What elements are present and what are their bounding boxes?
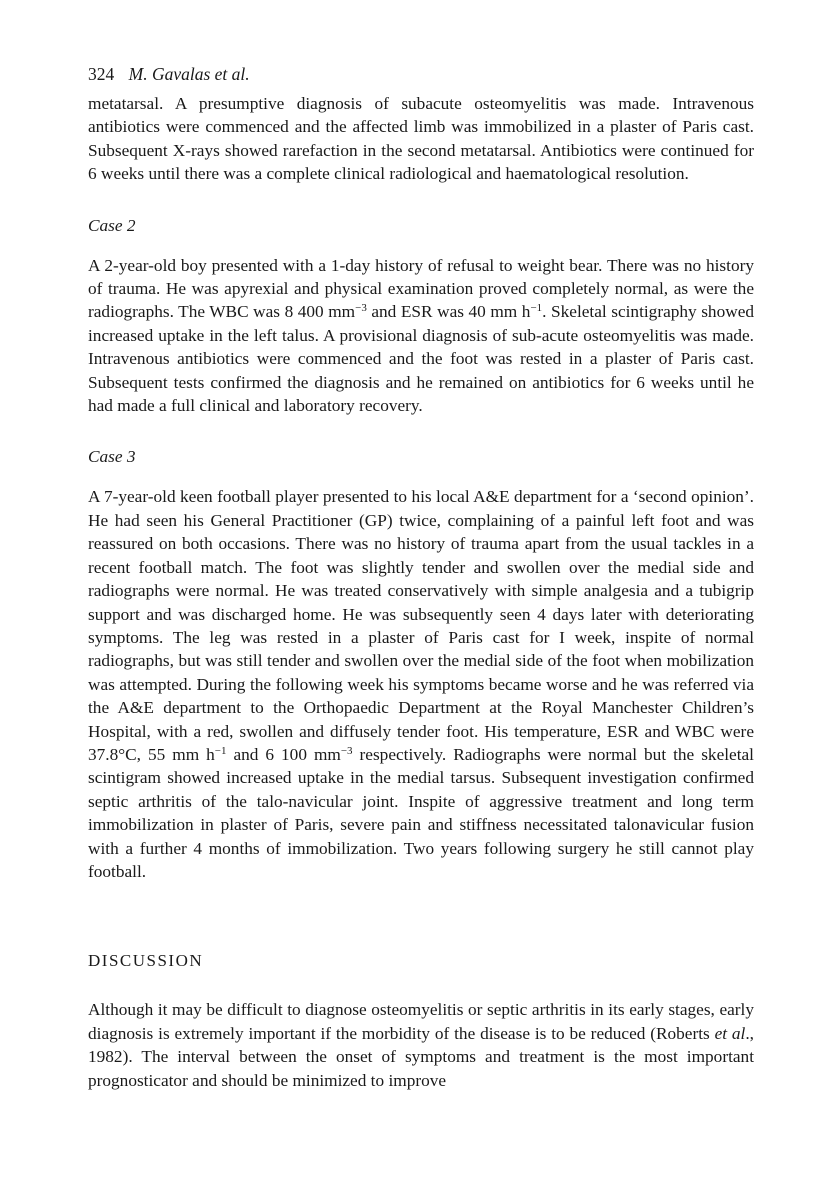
case-2-text-c: . Skeletal scintigraphy showed increased uptake in the left talus. A provisional diagnosis of sub-acute osteomyelitis was made. Intravenous antibiotics were commenced and the foot was rested in a plaster of Paris cast. Subsequent tests confirmed the diagnosis and he remained on antibiotics for 6 weeks until he had made a full clinical and laboratory recovery. bbox=[88, 302, 755, 416]
case-2-superscript-1: −3 bbox=[355, 302, 367, 315]
discussion-heading: DISCUSSION bbox=[88, 951, 204, 971]
case-3-heading: Case 3 bbox=[88, 447, 136, 467]
running-header bbox=[88, 62, 754, 86]
discussion-paragraph bbox=[88, 998, 754, 1092]
case-2-text-a: A 2-year-old boy presented with a 1-day history of refusal to weight bear. There was no history of trauma. He was apyrexial and physical examination proved completely normal, as were the radiographs. The WBC was 8 400 mm bbox=[88, 255, 754, 322]
case-3-text-c: respectively. Radiographs were normal but the skeletal scintigram showed increased uptake in the medial tarsus. Subsequent investigation confirmed septic arthritis of the talo-navicular joint. Inspite of aggressive treatment and long term immobilization in plaster of Paris, severe pain and stiffness necessitated talonavicular fusion with a further 4 months of immobilization. Two years following surgery he still cannot play football. bbox=[88, 744, 754, 881]
case-3-superscript-1: −1 bbox=[214, 744, 227, 757]
case-2-superscript-2: −1 bbox=[530, 302, 543, 315]
page bbox=[88, 62, 754, 1092]
case-2-paragraph bbox=[88, 254, 754, 418]
discussion-text-a: Although it may be difficult to diagnose osteomyelitis or septic arthritis in its early stages, early diagnosis is extremely important if the morbidity of the disease is to be reduced (Roberts bbox=[88, 1000, 754, 1043]
page-number: 324 bbox=[88, 64, 115, 84]
case-3-paragraph bbox=[88, 485, 754, 883]
discussion-text-b: ., 1982). The interval between the onset of symptoms and treatment is the most important prognosticator and should be minimized to improve bbox=[88, 1023, 754, 1090]
case-2-text-b: and ESR was 40 mm h bbox=[366, 302, 531, 322]
intro-paragraph: metatarsal. A presumptive diagnosis of subacute osteomyelitis was made. Intravenous antibiotics were commenced and the affected limb was immobilized in a plaster of Paris cast. Subsequent X-rays showed rarefaction in the second metatarsal. Antibiotics were continued for 6 weeks until there was a complete clinical radiological and haematological resolution. bbox=[88, 94, 754, 184]
case-3-text-a: A 7-year-old keen football player presented to his local A&E department for a ‘second opinion’. He had seen his General Practitioner (GP) twice, complaining of a painful left foot and was reassured on both occasions. There was no history of trauma apart from the usual tackles in a recent football match. The foot was slightly tender and swollen over the medial side and radiographs were normal. He was treated conservatively with simple analgesia and a tubigrip support and was discharged home. He was subsequently seen 4 days later with deteriorating symptoms. The leg was rested in a plaster of Paris cast for I week, inspite of normal radiographs, but was still tender and swollen over the medial side of the foot when mobilization was attempted. During the following week his symptoms became worse and he was referred via the A&E department to the Orthopaedic Department at the Royal Manchester Children’s Hospital, with a red, swollen and diffusely tender foot. His temperature, ESR and WBC were 37.8°C, 55 mm h bbox=[88, 487, 754, 764]
case-2-heading: Case 2 bbox=[88, 215, 136, 235]
case-3-text-b: and 6 100 mm bbox=[226, 744, 341, 764]
running-authors: M. Gavalas et al. bbox=[128, 64, 250, 84]
discussion-et-al: et al bbox=[714, 1023, 746, 1043]
case-3-superscript-2: −3 bbox=[340, 744, 353, 757]
